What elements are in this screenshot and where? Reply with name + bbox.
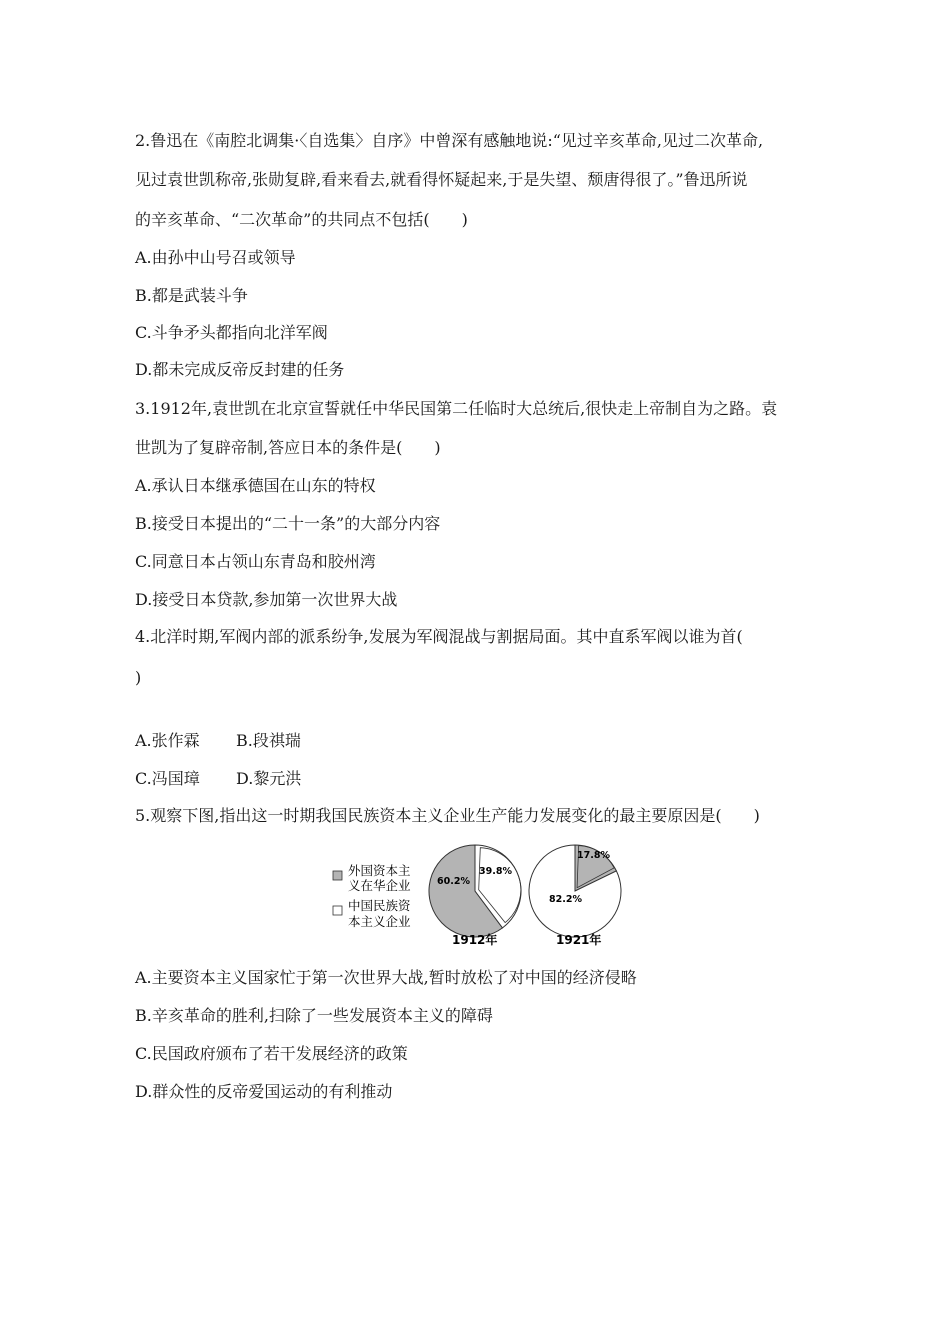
question-4-option-b: B.段祺瑞 [236,731,301,750]
legend-label-foreign-line-1: 外国资本主 [348,863,411,878]
pie-chart-figure [322,836,622,956]
pie-1921-year-label: 1921年 [556,933,602,947]
question-4-text-line-1: 4.北洋时期,军阀内部的派系纷争,发展为军阀混战与割据局面。其中直系军阀以谁为首( [135,627,743,646]
pie-1912-year-label: 1912年 [452,933,498,947]
pie-1921 [529,845,621,947]
question-4-text-line-2: ) [135,668,142,687]
question-2-option-b: B.都是武装斗争 [135,286,248,305]
legend-swatch-domestic [333,906,342,915]
question-3-option-a: A.承认日本继承德国在山东的特权 [135,476,376,495]
pie-1912-label-domestic: 39.8% [479,866,512,877]
question-2-text-line-2: 见过袁世凯称帝,张勋复辟,看来看去,就看得怀疑起来,于是失望、颓唐得很了。”鲁迅所说 [135,170,748,189]
question-2-option-a: A.由孙中山号召或领导 [135,248,296,267]
legend-label-foreign-line-2: 义在华企业 [348,878,411,893]
question-3-option-b: B.接受日本提出的“二十一条”的大部分内容 [135,514,441,533]
question-5-option-a: A.主要资本主义国家忙于第一次世界大战,暂时放松了对中国的经济侵略 [135,968,637,987]
question-5-option-c: C.民国政府颁布了若干发展经济的政策 [135,1044,408,1063]
question-3-option-c: C.同意日本占领山东青岛和胶州湾 [135,552,376,571]
question-4-option-d: D.黎元洪 [236,769,302,788]
question-5-option-d: D.群众性的反帝爱国运动的有利推动 [135,1082,393,1101]
legend-label-domestic-line-2: 本主义企业 [348,914,411,929]
question-2-option-c: C.斗争矛头都指向北洋军阀 [135,323,328,342]
question-5-text-line-1: 5.观察下图,指出这一时期我国民族资本主义企业生产能力发展变化的最主要原因是( ) [135,806,760,825]
legend-swatch-foreign [333,871,342,880]
pie-1912 [429,845,521,947]
question-2-text-line-3: 的辛亥革命、“二次革命”的共同点不包括( ) [135,210,468,229]
question-4-option-a: A.张作霖 [135,731,200,750]
legend-label-domestic-line-1: 中国民族资 [348,898,411,913]
pie-1921-label-domestic: 82.2% [549,894,582,905]
question-3-option-d: D.接受日本贷款,参加第一次世界大战 [135,590,398,609]
pie-chart-svg [322,836,622,956]
question-2-option-d: D.都未完成反帝反封建的任务 [135,360,345,379]
question-3-text-line-2: 世凯为了复辟帝制,答应日本的条件是( ) [135,438,441,457]
question-2-text-line-1: 2.鲁迅在《南腔北调集·〈自选集〉自序》中曾深有感触地说:“见过辛亥革命,见过二次革命, [135,131,764,150]
pie-1912-label-foreign: 60.2% [437,876,470,887]
pie-1921-label-foreign: 17.8% [577,850,610,861]
question-3-text-line-1: 3.1912年,袁世凯在北京宣誓就任中华民国第二任临时大总统后,很快走上帝制自为之路。袁 [135,399,778,418]
question-4-option-c: C.冯国璋 [135,769,200,788]
question-5-option-b: B.辛亥革命的胜利,扫除了一些发展资本主义的障碍 [135,1006,493,1025]
